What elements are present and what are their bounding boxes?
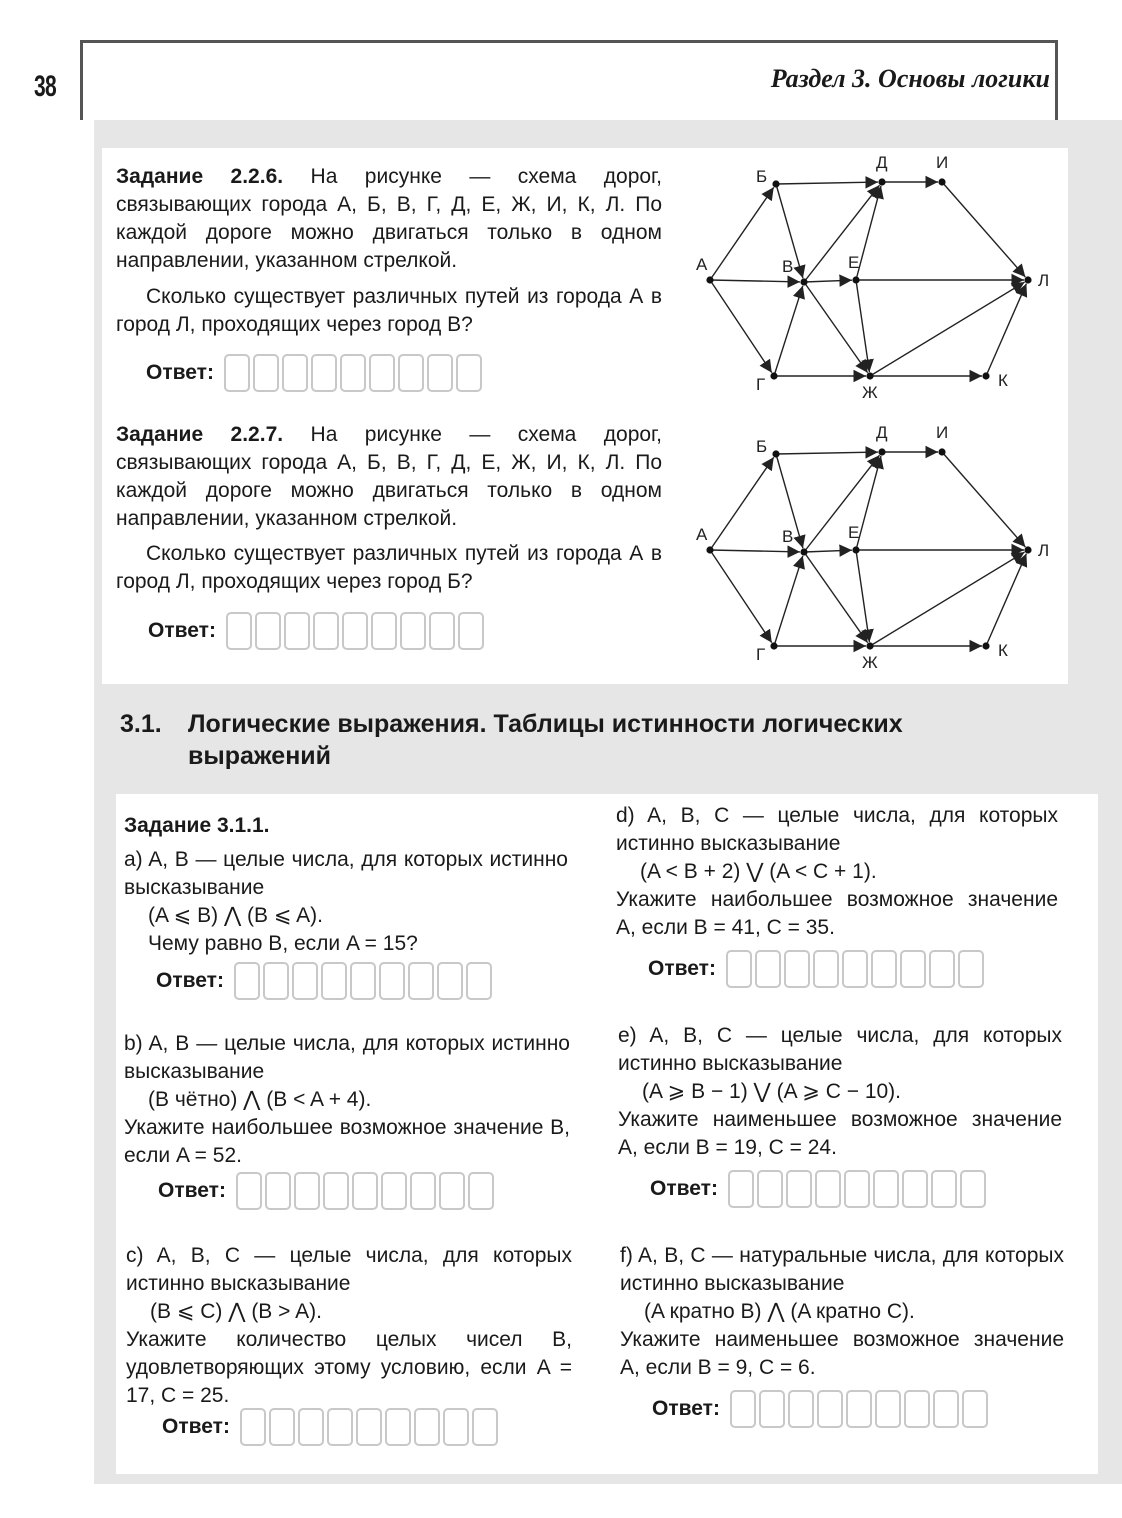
task-311-c-question: Укажите количество целых чисел B, удовлетворяющих этому условию, если A = 17, C = 25. xyxy=(126,1328,572,1407)
answer-box[interactable] xyxy=(263,962,289,1000)
city-label-k: К xyxy=(998,371,1008,390)
answer-box[interactable] xyxy=(269,1408,295,1446)
road-edge-a-b xyxy=(710,457,774,550)
answer-box[interactable] xyxy=(933,1390,959,1428)
answer-box[interactable] xyxy=(726,950,752,988)
road-edge-a-g xyxy=(710,550,772,643)
answer-box[interactable] xyxy=(321,962,347,1000)
city-label-a: А xyxy=(696,525,708,544)
city-node-b xyxy=(772,450,779,457)
answer-box[interactable] xyxy=(398,354,424,392)
answer-box[interactable] xyxy=(381,1172,407,1210)
answer-box[interactable] xyxy=(958,950,984,988)
answer-box[interactable] xyxy=(728,1170,754,1208)
answer-box[interactable] xyxy=(427,354,453,392)
answer-box[interactable] xyxy=(294,1172,320,1210)
task-311-c-intro: c) A, B, C — целые числа, для которых истинно высказывание xyxy=(126,1244,572,1295)
city-node-zh xyxy=(866,372,873,379)
city-node-v xyxy=(800,548,807,555)
road-edge-b-d xyxy=(776,452,878,454)
road-edge-v-e xyxy=(804,280,852,282)
task-311-d xyxy=(616,802,1058,942)
answer-box[interactable] xyxy=(730,1390,756,1428)
task-311-c xyxy=(126,1242,572,1410)
answer-label: Ответ: xyxy=(148,619,216,642)
task-311-f-formula: (A кратно B) ⋀ (A кратно C). xyxy=(644,1300,915,1323)
city-node-a xyxy=(706,546,713,553)
answer-box[interactable] xyxy=(815,1170,841,1208)
answer-box[interactable] xyxy=(844,1170,870,1208)
answer-box[interactable] xyxy=(873,1170,899,1208)
task-227-question: Сколько существует различных путей из города А в город Л, проходящих через город Б? xyxy=(116,542,662,593)
answer-box[interactable] xyxy=(786,1170,812,1208)
city-node-zh xyxy=(866,642,873,649)
answer-boxes[interactable] xyxy=(236,1172,494,1210)
task-311-c-formula: (B ⩽ C) ⋀ (B > A). xyxy=(150,1300,322,1323)
road-edge-a-v xyxy=(710,280,800,282)
answer-box[interactable] xyxy=(292,962,318,1000)
answer-box[interactable] xyxy=(846,1390,872,1428)
city-node-e xyxy=(852,276,859,283)
answer-boxes[interactable] xyxy=(240,1408,498,1446)
task-227-text xyxy=(116,421,662,533)
task-311-b xyxy=(124,1030,570,1170)
answer-box[interactable] xyxy=(327,1408,353,1446)
road-edge-k-l xyxy=(986,554,1026,646)
task-227-label: Задание 2.2.7. xyxy=(116,423,284,446)
task-311-b-answer xyxy=(158,1172,494,1210)
answer-box[interactable] xyxy=(755,950,781,988)
answer-box[interactable] xyxy=(236,1172,262,1210)
answer-box[interactable] xyxy=(255,612,281,650)
answer-box[interactable] xyxy=(902,1170,928,1208)
section-header-title: Раздел 3. Основы логики xyxy=(770,64,1050,93)
road-edge-a-b xyxy=(710,187,774,280)
answer-boxes[interactable] xyxy=(726,950,984,988)
task-311-e-question: Укажите наименьшее возможное значение A, если B = 19, C = 24. xyxy=(618,1108,1062,1159)
answer-box[interactable] xyxy=(408,962,434,1000)
answer-box[interactable] xyxy=(429,612,455,650)
city-node-l xyxy=(1024,276,1031,283)
answer-box[interactable] xyxy=(350,962,376,1000)
answer-boxes[interactable] xyxy=(730,1390,988,1428)
road-edge-i-l xyxy=(942,182,1025,277)
road-edge-i-l xyxy=(942,452,1025,547)
task-311-f-answer xyxy=(652,1390,988,1428)
city-node-l xyxy=(1024,546,1031,553)
city-label-b: Б xyxy=(756,167,768,186)
answer-box[interactable] xyxy=(931,1170,957,1208)
task-311-d-question: Укажите наибольшее возможное значение A, если B = 41, C = 35. xyxy=(616,888,1058,939)
task-226-answer xyxy=(146,354,482,392)
task-311-f xyxy=(620,1242,1064,1382)
city-node-e xyxy=(852,546,859,553)
city-label-e: Е xyxy=(848,523,860,542)
answer-box[interactable] xyxy=(284,612,310,650)
answer-box[interactable] xyxy=(817,1390,843,1428)
answer-box[interactable] xyxy=(410,1172,436,1210)
road-edge-v-e xyxy=(804,550,852,552)
task-226-body: На рисунке — схема дорог, связывающих города А, Б, В, Г, Д, Е, Ж, И, К, Л. По каждой дороге можно двигаться только в одном направлении, указанном стрелкой. xyxy=(116,165,662,272)
road-edge-k-l xyxy=(986,284,1026,376)
task-311-d-formula: (A < B + 2) ⋁ (A < C + 1). xyxy=(640,860,877,883)
answer-label: Ответ: xyxy=(648,957,716,980)
answer-box[interactable] xyxy=(234,962,260,1000)
section-title-line1: Логические выражения. Таблицы истинности логических xyxy=(188,710,903,738)
city-label-i: И xyxy=(936,423,949,442)
task-311-a-intro: a) A, B — целые числа, для которых истинно высказывание xyxy=(124,848,568,899)
task-311-b-intro: b) A, B — целые числа, для которых истинно высказывание xyxy=(124,1032,570,1083)
city-label-g: Г xyxy=(756,645,766,664)
city-node-v xyxy=(800,278,807,285)
city-label-a: А xyxy=(696,255,708,274)
answer-label: Ответ: xyxy=(162,1415,230,1438)
answer-box[interactable] xyxy=(788,1390,814,1428)
answer-box[interactable] xyxy=(437,962,463,1000)
task-311-f-question: Укажите наименьшее возможное значение A, если B = 9, C = 6. xyxy=(620,1328,1064,1379)
answer-box[interactable] xyxy=(240,1408,266,1446)
task-311-a-answer xyxy=(156,962,492,1000)
answer-box[interactable] xyxy=(352,1172,378,1210)
task-311-a-formula: (A ⩽ B) ⋀ (B ⩽ A). xyxy=(148,904,323,927)
city-label-b: Б xyxy=(756,437,768,456)
answer-label: Ответ: xyxy=(146,361,214,384)
page-number: 38 xyxy=(34,70,56,103)
answer-box[interactable] xyxy=(371,612,397,650)
answer-box[interactable] xyxy=(369,354,395,392)
city-label-zh: Ж xyxy=(862,653,878,672)
road-edge-g-v xyxy=(774,556,803,646)
city-label-v: В xyxy=(782,257,794,276)
road-edge-g-v xyxy=(774,286,803,376)
task-311-a-question: Чему равно B, если A = 15? xyxy=(148,932,418,955)
city-label-d: Д xyxy=(876,423,888,442)
road-graph-227 xyxy=(688,420,1068,680)
task-311-f-intro: f) A, B, C — натуральные числа, для которых истинно высказывание xyxy=(620,1244,1064,1295)
task-311-d-intro: d) A, B, C — целые числа, для которых истинно высказывание xyxy=(616,804,1058,855)
answer-box[interactable] xyxy=(842,950,868,988)
answer-label: Ответ: xyxy=(158,1179,226,1202)
task-311-d-answer xyxy=(648,950,984,988)
city-node-d xyxy=(878,178,885,185)
task-311-c-answer xyxy=(162,1408,498,1446)
answer-box[interactable] xyxy=(759,1390,785,1428)
answer-box[interactable] xyxy=(224,354,250,392)
city-label-i: И xyxy=(936,153,949,172)
city-node-i xyxy=(938,178,945,185)
city-node-i xyxy=(938,448,945,455)
answer-box[interactable] xyxy=(414,1408,440,1446)
answer-boxes[interactable] xyxy=(226,612,484,650)
task-311-e-intro: e) A, B, C — целые числа, для которых истинно высказывание xyxy=(618,1024,1062,1075)
task-226-text xyxy=(116,163,662,275)
task-311-a xyxy=(124,846,568,958)
answer-box[interactable] xyxy=(439,1172,465,1210)
city-label-e: Е xyxy=(848,253,860,272)
city-node-g xyxy=(770,372,777,379)
road-edge-a-g xyxy=(710,280,772,373)
answer-box[interactable] xyxy=(929,950,955,988)
city-label-k: К xyxy=(998,641,1008,660)
answer-box[interactable] xyxy=(960,1170,986,1208)
city-node-d xyxy=(878,448,885,455)
task-311-label-text: Задание 3.1.1. xyxy=(124,814,270,837)
road-edge-a-v xyxy=(710,550,800,552)
city-label-d: Д xyxy=(876,153,888,172)
task-227-answer xyxy=(148,612,484,650)
answer-box[interactable] xyxy=(757,1170,783,1208)
answer-boxes[interactable] xyxy=(224,354,482,392)
task-311-e-formula: (A ⩾ B − 1) ⋁ (A ⩾ C − 10). xyxy=(642,1080,902,1103)
answer-box[interactable] xyxy=(356,1408,382,1446)
city-node-k xyxy=(982,372,989,379)
city-label-l: Л xyxy=(1038,541,1050,560)
answer-box[interactable] xyxy=(456,354,482,392)
city-node-b xyxy=(772,180,779,187)
answer-box[interactable] xyxy=(400,612,426,650)
answer-box[interactable] xyxy=(323,1172,349,1210)
answer-box[interactable] xyxy=(385,1408,411,1446)
answer-box[interactable] xyxy=(904,1390,930,1428)
answer-box[interactable] xyxy=(311,354,337,392)
answer-box[interactable] xyxy=(813,950,839,988)
answer-box[interactable] xyxy=(282,354,308,392)
answer-box[interactable] xyxy=(226,612,252,650)
answer-label: Ответ: xyxy=(652,1397,720,1420)
answer-box[interactable] xyxy=(962,1390,988,1428)
answer-box[interactable] xyxy=(466,962,492,1000)
answer-box[interactable] xyxy=(468,1172,494,1210)
city-node-k xyxy=(982,642,989,649)
answer-boxes[interactable] xyxy=(234,962,492,1000)
road-edge-zh-l xyxy=(870,282,1025,376)
city-label-v: В xyxy=(782,527,794,546)
answer-box[interactable] xyxy=(784,950,810,988)
city-label-zh: Ж xyxy=(862,383,878,402)
task-311-e-answer xyxy=(650,1170,986,1208)
answer-box[interactable] xyxy=(458,612,484,650)
task-226-question: Сколько существует различных путей из города А в город Л, проходящих через город В? xyxy=(116,285,662,336)
task-226-label: Задание 2.2.6. xyxy=(116,165,284,188)
answer-box[interactable] xyxy=(472,1408,498,1446)
task-311-label xyxy=(124,812,270,840)
section-number: 3.1. xyxy=(120,710,162,738)
city-node-a xyxy=(706,276,713,283)
city-node-g xyxy=(770,642,777,649)
section-title-line2: выражений xyxy=(188,742,332,770)
city-label-g: Г xyxy=(756,375,766,394)
section-title xyxy=(120,708,903,772)
answer-box[interactable] xyxy=(443,1408,469,1446)
answer-box[interactable] xyxy=(253,354,279,392)
answer-box[interactable] xyxy=(379,962,405,1000)
answer-box[interactable] xyxy=(342,612,368,650)
answer-box[interactable] xyxy=(340,354,366,392)
answer-label: Ответ: xyxy=(650,1177,718,1200)
road-edge-zh-l xyxy=(870,552,1025,646)
answer-box[interactable] xyxy=(875,1390,901,1428)
answer-box[interactable] xyxy=(871,950,897,988)
task-311-e xyxy=(618,1022,1062,1162)
task-311-b-question: Укажите наибольшее возможное значение B, если A = 52. xyxy=(124,1116,570,1167)
answer-box[interactable] xyxy=(900,950,926,988)
answer-box[interactable] xyxy=(313,612,339,650)
road-edge-b-d xyxy=(776,182,878,184)
road-graph-226 xyxy=(688,150,1068,410)
answer-boxes[interactable] xyxy=(728,1170,986,1208)
city-label-l: Л xyxy=(1038,271,1050,290)
task-311-b-formula: (B чётно) ⋀ (B < A + 4). xyxy=(148,1088,372,1111)
answer-label: Ответ: xyxy=(156,969,224,992)
task-227-body: На рисунке — схема дорог, связывающих города А, Б, В, Г, Д, Е, Ж, И, К, Л. По каждой дороге можно двигаться только в одном направлении, указанном стрелкой. xyxy=(116,423,662,530)
answer-box[interactable] xyxy=(298,1408,324,1446)
answer-box[interactable] xyxy=(265,1172,291,1210)
